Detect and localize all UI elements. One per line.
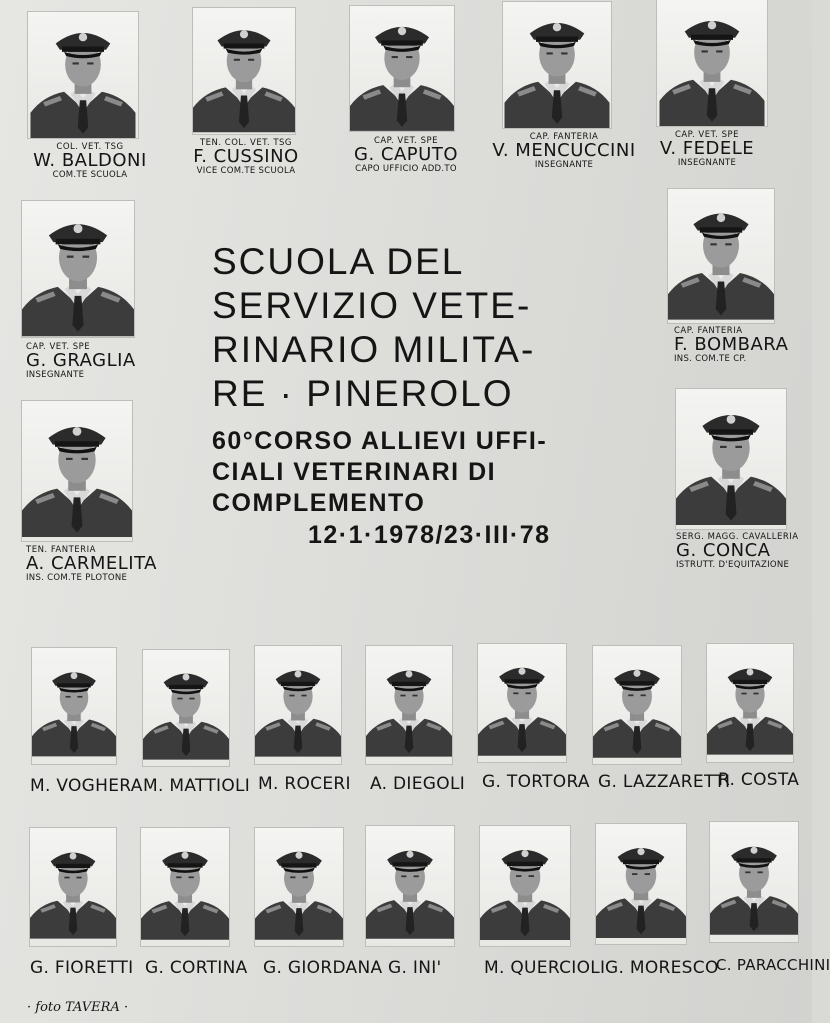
rank-label: CAP. VET. SPE <box>674 130 740 140</box>
portrait-student <box>32 648 116 764</box>
portrait-bombara <box>668 189 774 323</box>
role-label: INS. COM.TE PLOTONE <box>26 572 128 583</box>
portrait-student <box>593 646 681 764</box>
name-label: V. FEDELE <box>659 137 755 159</box>
rank-label: CAP. FANTERIA <box>529 132 599 142</box>
role-label: CAPO UFFICIO ADD.TO <box>355 163 457 174</box>
course-line-2: CIALI VETERINARI DI <box>212 458 497 486</box>
role-label: ISTRUTT. D'EQUITAZIONE <box>676 559 790 570</box>
rank-label: TEN. COL. VET. TSG <box>199 138 293 148</box>
student-name: A. DIEGOLI <box>370 774 466 794</box>
student-name: M. ROCERI <box>258 774 351 794</box>
student-name: G. INI' <box>388 958 442 978</box>
student-name: M. MATTIOLI <box>143 776 251 796</box>
portrait-student <box>366 826 454 946</box>
role-label: INS. COM.TE CP. <box>674 353 747 364</box>
portrait-mencuccini <box>503 2 611 128</box>
portrait-student <box>30 828 116 946</box>
course-dates: 12·1·1978/23·III·78 <box>308 521 551 549</box>
rank-label: SERG. MAGG. CAVALLERIA <box>676 532 799 542</box>
name-label: F. BOMBARA <box>674 333 789 355</box>
portrait-conca <box>676 389 786 529</box>
student-name: G. FIORETTI <box>30 958 134 978</box>
title-line-2: SERVIZIO VETE- <box>212 285 532 326</box>
student-name: M. VOGHERA <box>30 776 143 796</box>
caption-baldoni <box>20 143 160 180</box>
name-label: G. CAPUTO <box>354 143 458 165</box>
student-name: M. QUERCIOLI <box>484 958 606 978</box>
role-label: VICE COM.TE SCUOLA <box>196 165 296 176</box>
portrait-student <box>141 828 229 946</box>
portrait-cussino <box>193 8 295 134</box>
role-label: COM.TE SCUOLA <box>52 169 128 180</box>
school-title <box>212 240 612 551</box>
role-label: INSEGNANTE <box>534 159 594 170</box>
portrait-student <box>480 826 570 946</box>
course-line-3: COMPLEMENTO <box>212 489 426 517</box>
student-name: G. CORTINA <box>145 958 248 978</box>
portrait-student <box>255 828 343 946</box>
name-label: G. GRAGLIA <box>26 349 136 371</box>
photographer-credit: · foto TAVERA · <box>27 1000 129 1015</box>
portrait-carmelita <box>22 401 132 541</box>
name-label: V. MENCUCCINI <box>492 139 636 161</box>
rank-label: CAP. VET. SPE <box>373 136 439 146</box>
student-name: R. COSTA <box>718 770 800 790</box>
portrait-graglia <box>22 201 134 337</box>
rank-label: CAP. VET. SPE <box>26 342 91 352</box>
portrait-student <box>255 646 341 764</box>
title-line-3: RINARIO MILITA- <box>212 329 536 370</box>
portrait-fedele <box>657 0 767 126</box>
student-name: G. MORESCO <box>605 958 719 978</box>
role-label: INSEGNANTE <box>26 369 85 380</box>
caption-bombara <box>674 326 789 364</box>
student-name: G. GIORDANA <box>263 958 383 978</box>
caption-cussino <box>172 139 320 176</box>
rank-label: TEN. FANTERIA <box>26 545 96 555</box>
rank-label: CAP. FANTERIA <box>674 326 743 336</box>
name-label: F. CUSSINO <box>193 145 299 167</box>
portrait-student <box>143 650 229 766</box>
portrait-student <box>478 644 566 762</box>
portrait-student <box>596 824 686 944</box>
role-label: INSEGNANTE <box>677 157 737 168</box>
caption-conca <box>676 533 810 570</box>
caption-caputo <box>336 137 476 174</box>
title-line-1: SCUOLA DEL <box>212 241 465 282</box>
portrait-student <box>710 822 798 942</box>
title-line-4: RE · PINEROLO <box>212 373 514 414</box>
name-label: W. BALDONI <box>33 149 147 171</box>
portrait-caputo <box>350 6 454 131</box>
name-label: G. CONCA <box>676 539 771 561</box>
portrait-student <box>366 646 452 764</box>
caption-mencuccini <box>492 133 636 170</box>
caption-graglia <box>26 343 136 380</box>
student-name: G. TORTORA <box>482 772 590 792</box>
student-name: G. LAZZARETTI <box>598 772 731 792</box>
rank-label: COL. VET. TSG <box>56 142 124 152</box>
portrait-student <box>707 644 793 762</box>
course-line-1: 60°CORSO ALLIEVI UFFI- <box>212 427 548 455</box>
student-name: C. PARACCHINI <box>716 956 830 974</box>
caption-fedele <box>654 131 760 168</box>
name-label: A. CARMELITA <box>26 552 157 574</box>
caption-carmelita <box>26 546 176 583</box>
portrait-baldoni <box>28 12 138 138</box>
